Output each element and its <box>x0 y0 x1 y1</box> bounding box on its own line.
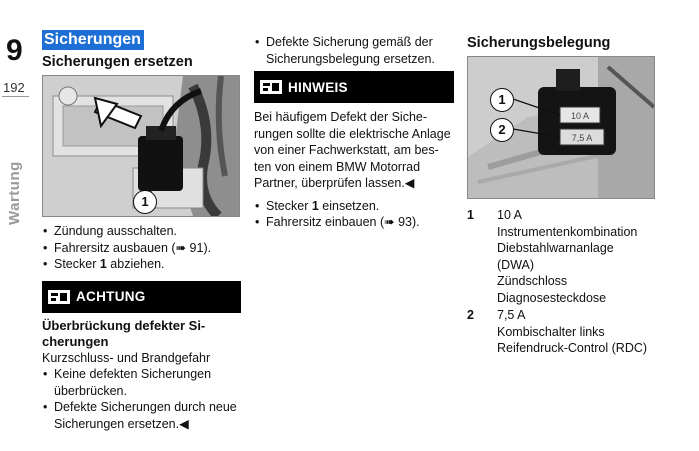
callout-1: 1 <box>133 190 157 214</box>
fuse-2-label: 7,5 A <box>571 133 593 143</box>
list-item: • Defekte Sicherungen durch neue Sicherungen ersetzen.◀ <box>42 399 242 432</box>
fuse-1-label: 10 A <box>570 111 590 121</box>
column-2 <box>254 34 454 231</box>
step-list <box>42 223 242 273</box>
section-label: Wartung <box>6 161 23 225</box>
list-item: • Stecker 1 einsetzen. <box>254 198 454 215</box>
section-title: Sicherungen <box>42 30 144 50</box>
list-item: • Zündung ausschalten. <box>42 223 242 240</box>
chapter-number: 9 <box>6 34 23 67</box>
warning-body <box>42 318 242 433</box>
list-item: • Stecker 1 abziehen. <box>42 256 242 273</box>
warning-heading: Überbrückung defekter Si- cherungen <box>42 317 206 349</box>
callout-1: 1 <box>490 88 514 112</box>
warning-label: ACHTUNG <box>76 289 146 304</box>
note-icon <box>254 71 288 103</box>
end-mark-icon: ◀ <box>404 176 415 190</box>
list-item: • Fahrersitz einbauen (➠ 93). <box>254 214 454 231</box>
warning-header <box>42 281 241 313</box>
list-item: • Keine defekten Sicherungen überbrücken. <box>42 366 242 399</box>
fuse-assignment-title: Sicherungsbelegung <box>467 35 611 51</box>
fuse-entry-1: 1 10 A Instrumentenkombination Diebstahlwarnanlage (DWA) Zündschloss Diagnosesteckdose <box>467 208 638 305</box>
fuse-photo <box>467 56 655 199</box>
end-mark-icon: ◀ <box>179 416 189 431</box>
note-header <box>254 71 454 103</box>
subsection-title: Sicherungen ersetzen <box>42 54 193 70</box>
page-ref-icon: ➠ <box>175 240 187 255</box>
sidebar-divider <box>2 96 29 97</box>
column-1 <box>42 30 242 432</box>
column-3 <box>467 34 682 357</box>
step-list <box>254 198 454 231</box>
warning-intro: Kurzschluss- und Brandgefahr <box>42 350 211 365</box>
fuse-entry-2: 2 7,5 A Kombischalter links Reifendruck-Control (RDC) <box>467 308 648 355</box>
note-text: Bei häufigem Defekt der Siche- rungen sollte die elektrische Anlage von einer Fachwerkstatt, am bes- ten von einem BMW Motorrad Partner, überprüfen lassen.◀ <box>254 110 451 190</box>
connector-photo <box>42 75 240 217</box>
page-ref-icon: ➠ <box>384 215 395 229</box>
list-item: • Defekte Sicherung gemäß der Sicherungsbelegung ersetzen. <box>254 34 454 67</box>
callout-2: 2 <box>490 118 514 142</box>
warning-icon <box>42 281 76 313</box>
fuse-list <box>467 207 682 357</box>
page-number: 192 <box>3 80 25 95</box>
note-label: HINWEIS <box>288 79 348 95</box>
list-item: • Fahrersitz ausbauen (➠ 91). <box>42 240 242 257</box>
